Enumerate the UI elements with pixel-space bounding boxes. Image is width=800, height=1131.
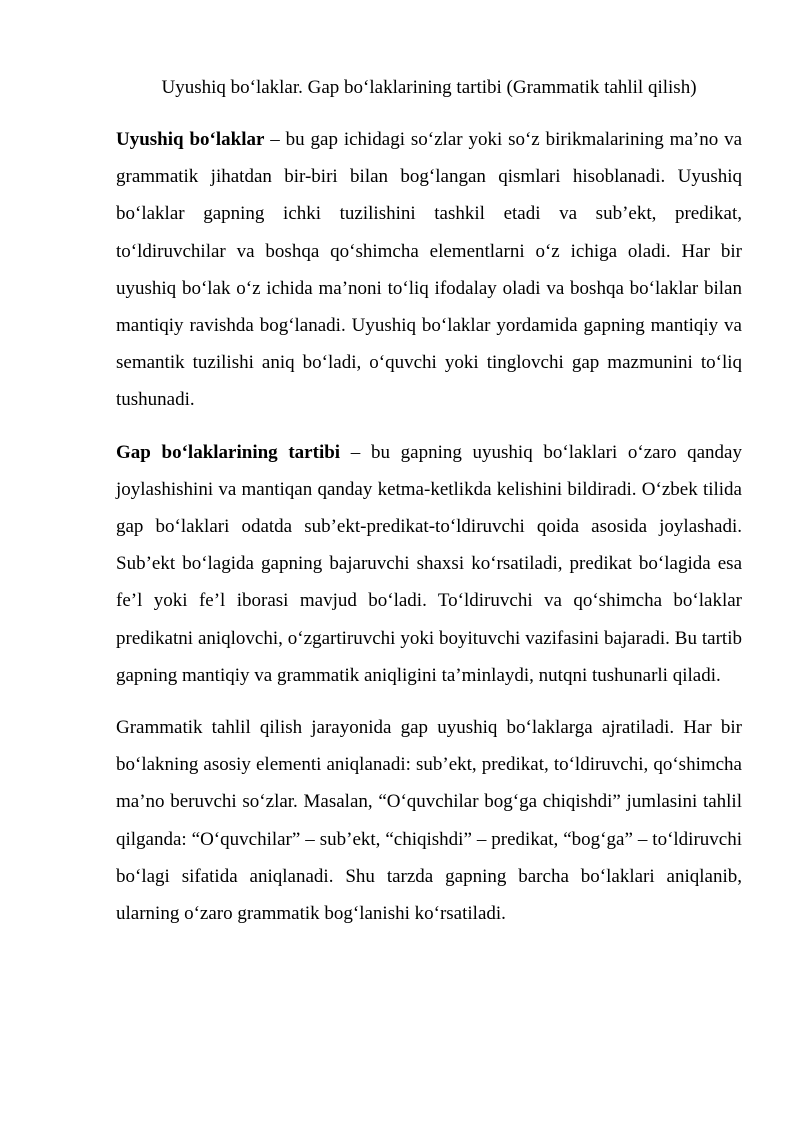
paragraph-grammatik-tahlil	[116, 709, 742, 932]
paragraph-text: – bu gapning uyushiq bo‘laklari o‘zaro qanday joylashishini va mantiqan qanday ketma-ketlikda kelishini bildiradi. O‘zbek tilida gap bo‘laklari odatda sub’ekt-predikat-to‘ldiruvchi qoida asosida joylashadi. Sub’ekt bo‘lagida gapning bajaruvchi shaxsi ko‘rsatiladi, predikat bo‘lagida esa fe’l yoki fe’l iborasi mavjud bo‘ladi. To‘ldiruvchi va qo‘shimcha bo‘laklar predikatni aniqlovchi, o‘zgartiruvchi yoki boyituvchi vazifasini bajaradi. Bu tartib gapning mantiqiy va grammatik aniqligini ta’minlaydi, nutqni tushunarli qiladi.	[116, 441, 742, 686]
paragraph-gap-bolaklarining-tartibi	[116, 434, 742, 694]
document-title: Uyushiq bo‘laklar. Gap bo‘laklarining tartibi (Grammatik tahlil qilish)	[161, 77, 697, 98]
term-gap-bolaklarining-tartibi: Gap bo‘laklarining tartibi	[116, 441, 341, 463]
paragraph-uyushiq-bolaklar	[116, 121, 742, 419]
term-uyushiq-bolaklar: Uyushiq bo‘laklar	[116, 129, 265, 150]
paragraph-text: – bu gap ichidagi so‘zlar yoki so‘z birikmalarining ma’no va grammatik jihatdan bir-biri bilan bog‘langan qismlari hisoblanadi. Uyushiq bo‘laklar gapning ichki tuzilishini tashkil etadi va sub’ekt, predikat, to‘ldiruvchilar va boshqa qo‘shimcha elementlarni o‘z ichiga oladi. Har bir uyushiq bo‘lak o‘z ichida ma’noni to‘liq ifodalay oladi va boshqa bo‘laklar bilan mantiqiy ravishda bog‘lanadi. Uyushiq bo‘laklar yordamida gapning mantiqiy va semantik tuzilishi aniq bo‘ladi, o‘quvchi yoki tinglovchi gap mazmunini to‘liq tushunadi.	[116, 129, 743, 411]
document-page	[116, 74, 742, 947]
paragraph-text: Grammatik tahlil qilish jarayonida gap uyushiq bo‘laklarga ajratiladi. Har bir bo‘lakning asosiy elementi aniqlanadi: sub’ekt, predikat, to‘ldiruvchi, qo‘shimcha ma’no beruvchi so‘zlar. Masalan, “O‘quvchilar bog‘ga chiqishdi” jumlasini tahlil qilganda: “O‘quvchilar” – sub’ekt, “chiqishdi” – predikat, “bog‘ga” – to‘ldiruvchi bo‘lagi sifatida aniqlanadi. Shu tarzda gapning barcha bo‘laklari aniqlanib, ularning o‘zaro grammatik bog‘lanishi ko‘rsatiladi.	[116, 717, 742, 925]
